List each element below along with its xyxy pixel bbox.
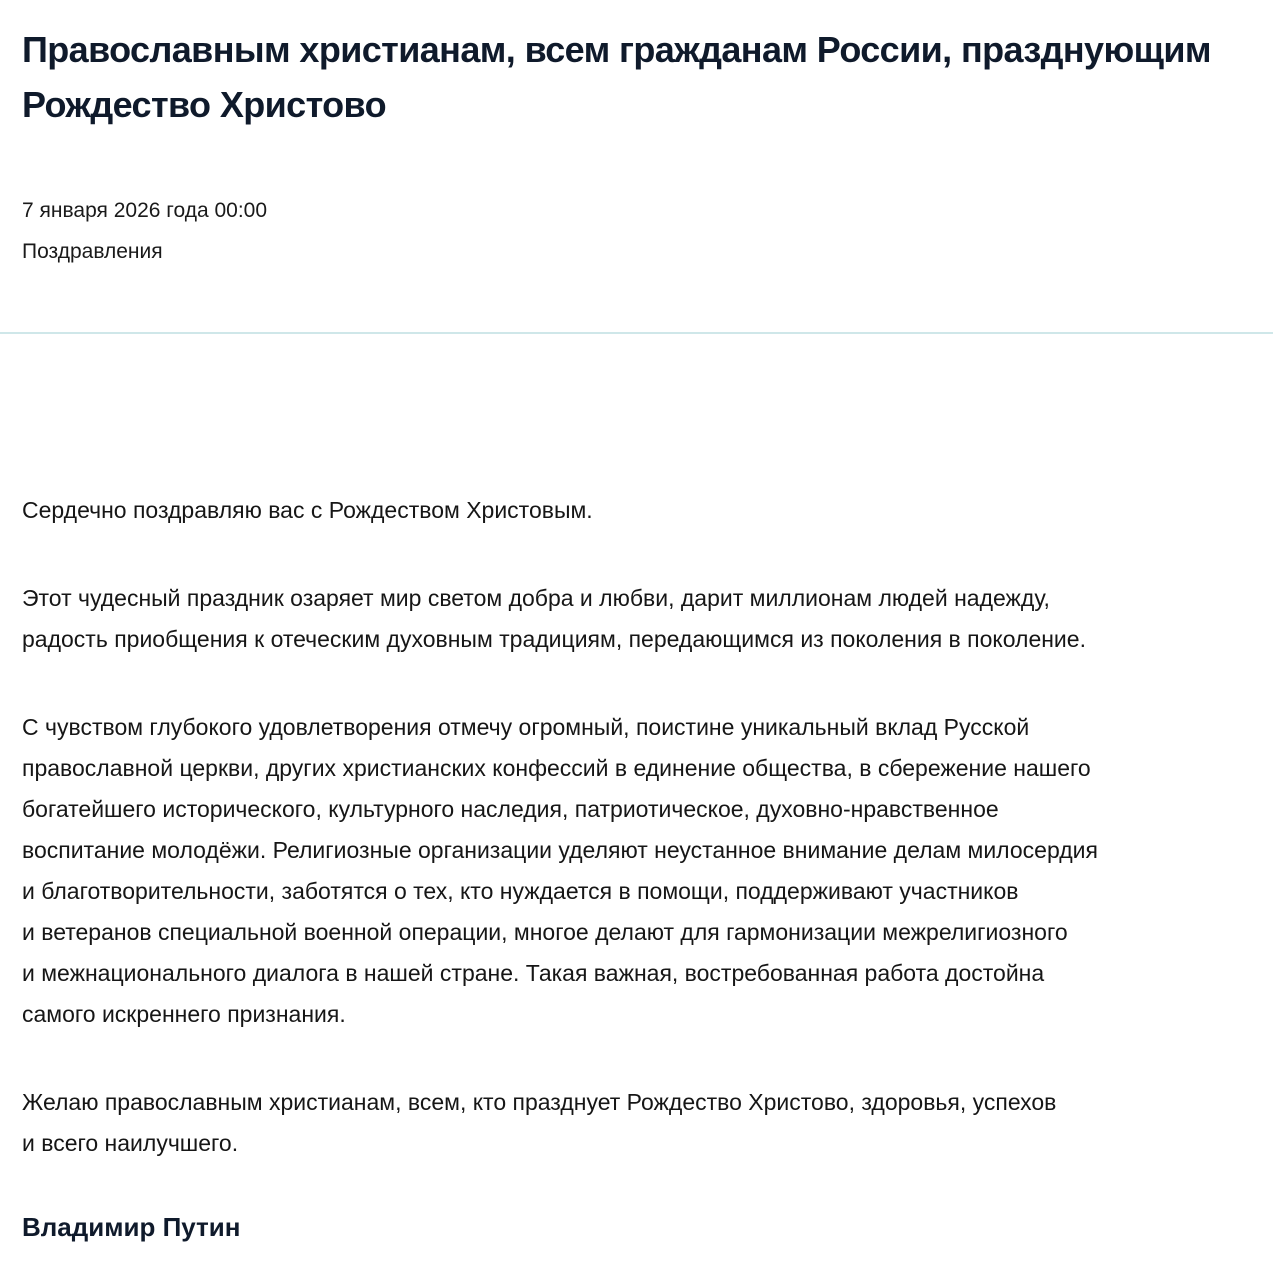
paragraph bbox=[22, 578, 1098, 660]
paragraph-line: воспитание молодёжи. Религиозные организации уделяют неустанное внимание делам милосердия bbox=[22, 837, 1098, 863]
paragraph bbox=[22, 1082, 1098, 1164]
paragraph-line: радость приобщения к отеческим духовным традициям, передающимся из поколения в поколение. bbox=[22, 626, 1086, 652]
page-title bbox=[22, 22, 1211, 132]
paragraph-line: Желаю православным христианам, всем, кто празднует Рождество Христово, здоровья, успехов bbox=[22, 1089, 1057, 1115]
paragraph-line: самого искреннего признания. bbox=[22, 1001, 346, 1027]
paragraph bbox=[22, 707, 1098, 1035]
paragraph-line: и благотворительности, заботятся о тех, кто нуждается в помощи, поддерживают участников bbox=[22, 878, 1019, 904]
paragraph-line: богатейшего исторического, культурного наследия, патриотическое, духовно-нравственное bbox=[22, 796, 999, 822]
title-line: Православным христианам, всем гражданам России, празднующим bbox=[22, 29, 1211, 70]
paragraph-line: С чувством глубокого удовлетворения отмечу огромный, поистине уникальный вклад Русской bbox=[22, 714, 1030, 740]
paragraph-line: православной церкви, других христианских конфессий в единение общества, в сбережение нашего bbox=[22, 755, 1091, 781]
paragraph-line: и всего наилучшего. bbox=[22, 1130, 239, 1156]
paragraph bbox=[22, 490, 1098, 531]
paragraph-line: и межнационального диалога в нашей стране. Такая важная, востребованная работа достойна bbox=[22, 960, 1045, 986]
divider bbox=[0, 332, 1273, 334]
article-body bbox=[22, 490, 1098, 1248]
category-link[interactable]: Поздравления bbox=[22, 240, 163, 263]
paragraph-line: Сердечно поздравляю вас с Рождеством Христовым. bbox=[22, 497, 593, 523]
title-line: Рождество Христово bbox=[22, 84, 387, 125]
publish-date: 7 января 2026 года 00:00 bbox=[22, 199, 268, 222]
paragraph-line: и ветеранов специальной военной операции, многое делают для гармонизации межрелигиозного bbox=[22, 919, 1068, 945]
signature: Владимир Путин bbox=[22, 1212, 241, 1242]
paragraph-line: Этот чудесный праздник озаряет мир светом добра и любви, дарит миллионам людей надежду, bbox=[22, 585, 1050, 611]
